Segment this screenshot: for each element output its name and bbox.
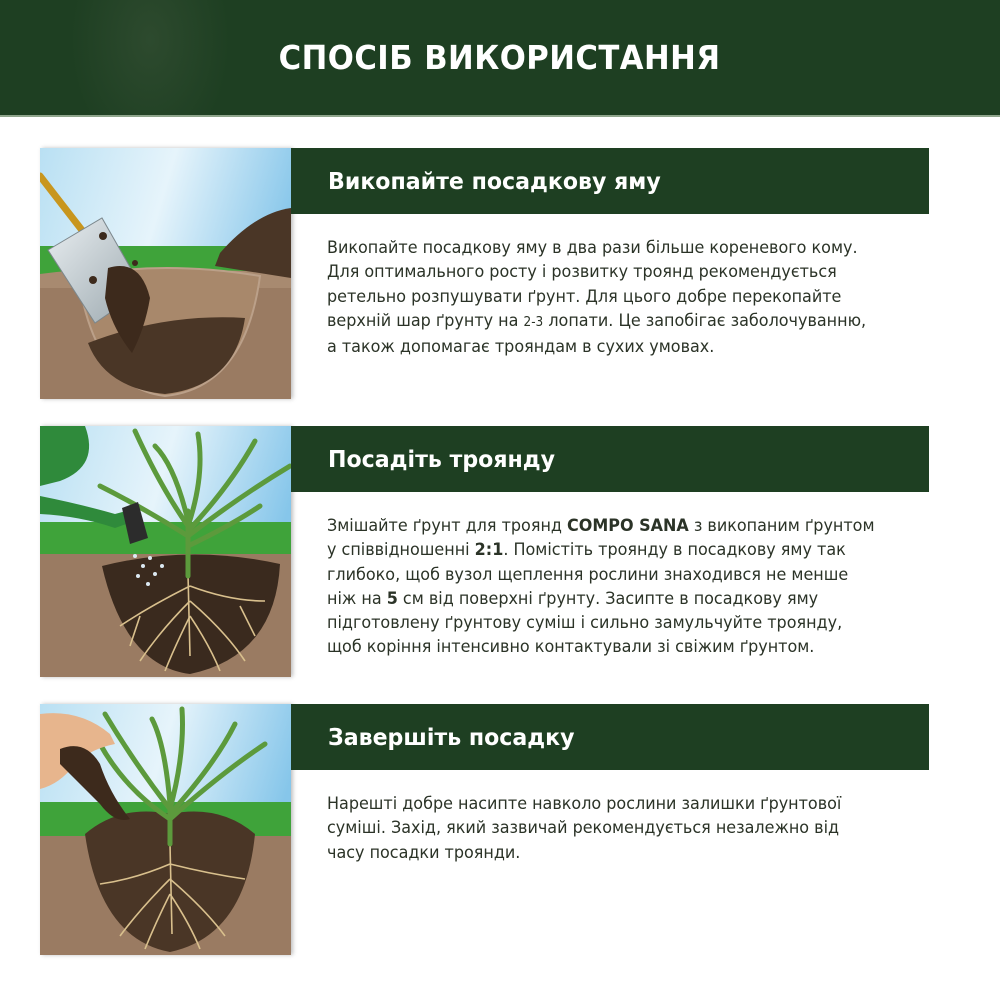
description-line (327, 514, 922, 538)
step-title: Викопайте посадкову яму (328, 167, 661, 195)
text-run: . Помістіть троянду в посадкову яму так (503, 540, 846, 561)
description-line (327, 335, 922, 359)
step-description (327, 236, 922, 359)
text-run: у співвідношенні (327, 540, 475, 561)
page-header (0, 0, 1000, 117)
step-title: Посадіть троянду (328, 445, 556, 473)
step-plant-rose (40, 426, 930, 678)
description-line (327, 816, 922, 840)
text-run: ретельно розпушувати ґрунт. Для цього добре перекопайте (327, 286, 842, 307)
description-line (327, 260, 922, 284)
step-heading-bar (291, 426, 929, 492)
step-heading-bar (291, 148, 929, 214)
text-run: щоб коріння інтенсивно контактували зі свіжим ґрунтом. (327, 637, 815, 658)
text-run: Для оптимального росту і розвитку троянд рекомендується (327, 262, 837, 283)
text-run: підготовлену ґрунтову суміш і сильно замульчуйте троянду, (327, 613, 843, 634)
shovel-icon (40, 148, 291, 399)
text-run: верхній шар ґрунту на (327, 310, 524, 331)
watering-rose-illustration (40, 426, 291, 677)
text-run: часу посадки троянди. (327, 842, 521, 863)
emphasis-text: COMPO SANA (567, 516, 689, 536)
emphasis-text: 2:1 (474, 540, 504, 561)
step-finish-planting (40, 704, 930, 956)
text-run: з викопаним ґрунтом (688, 516, 875, 536)
description-line (327, 563, 922, 587)
digging-shovel-illustration (40, 148, 291, 399)
text-run: Змішайте ґрунт для троянд (327, 516, 568, 536)
step-title: Завершіть посадку (328, 723, 575, 751)
text-run: 2-3 (523, 314, 544, 330)
description-line (327, 792, 922, 816)
finishing-planting-illustration (40, 704, 291, 955)
text-run: ніж на (327, 588, 387, 609)
description-line (327, 587, 922, 611)
description-line (327, 841, 922, 865)
text-run: Нарешті добре насипте навколо рослини залишки ґрунтової (327, 794, 842, 814)
rose-plant-icon (40, 426, 291, 677)
step-description (327, 514, 922, 660)
description-line (327, 309, 922, 335)
step-description (327, 792, 922, 865)
text-run: глибоко, щоб вузол щеплення рослини знаходився не менше (327, 564, 849, 585)
step-dig-hole (40, 148, 930, 400)
description-line (327, 635, 922, 659)
emphasis-text: 5 (386, 588, 398, 609)
text-run: см від поверхні ґрунту. Засипте в посадкову яму (397, 588, 819, 609)
text-run: Викопайте посадкову яму в два рази більше кореневого кому. (327, 238, 858, 258)
page-title: СПОСІБ ВИКОРИСТАННЯ (279, 38, 721, 77)
text-run: суміші. Захід, який зазвичай рекомендується незалежно від (327, 818, 840, 839)
description-line (327, 236, 922, 260)
text-run: лопати. Це запобігає заболочуванню, (543, 310, 867, 331)
hand-soil-icon (40, 704, 291, 955)
step-heading-bar (291, 704, 929, 770)
text-run: а також допомагає трояндам в сухих умовах. (327, 337, 715, 358)
description-line (327, 285, 922, 309)
description-line (327, 538, 922, 562)
description-line (327, 611, 922, 635)
